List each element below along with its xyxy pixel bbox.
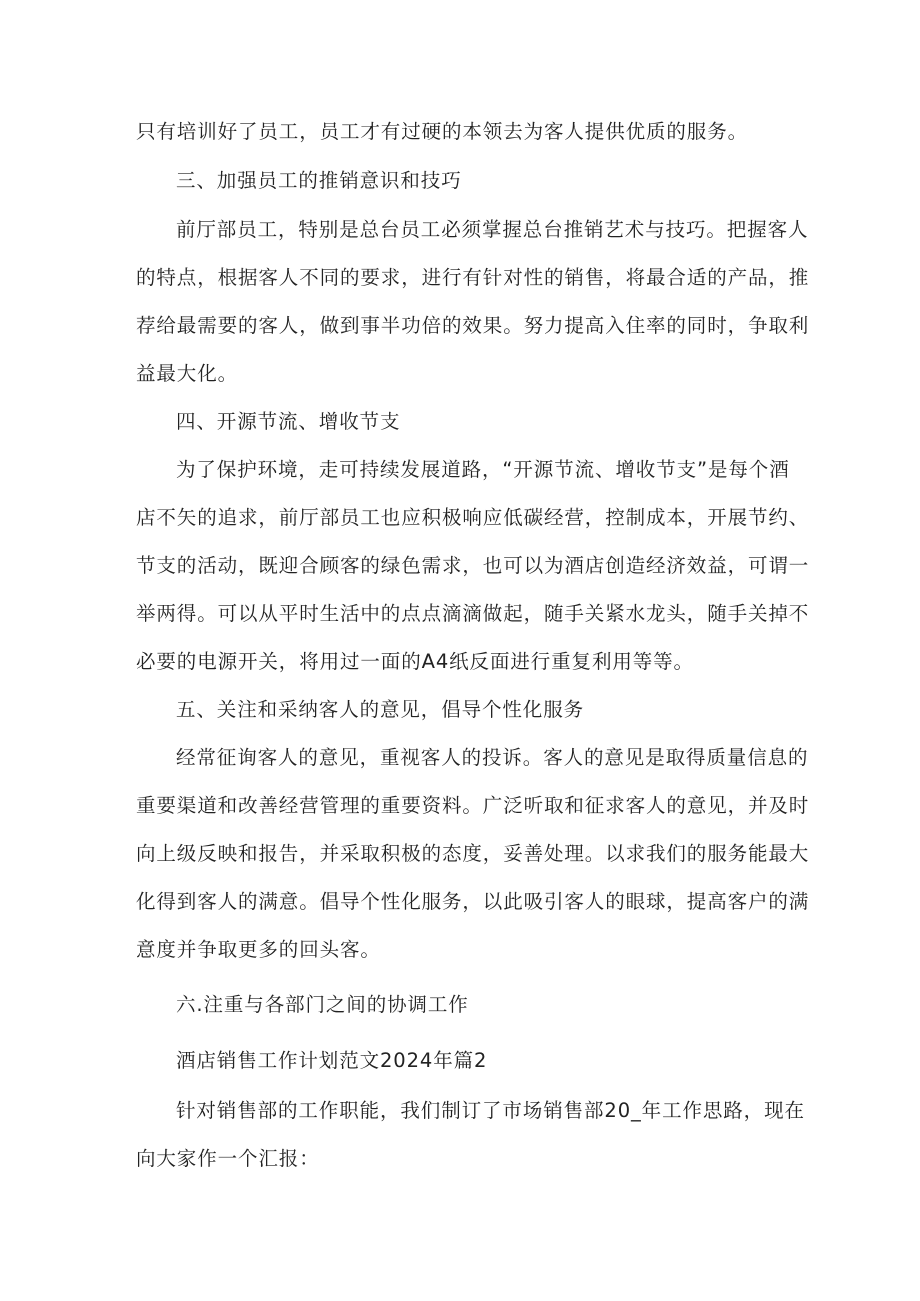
paragraph-line: 针对销售部的工作职能，我们制订了市场销售部20_年工作思路，现在	[176, 1099, 805, 1122]
section-heading-6: 六.注重与各部门之间的协调工作	[176, 993, 469, 1016]
paragraph-line: 只有培训好了员工，员工才有过硬的本领去为客人提供优质的服务。	[136, 120, 749, 143]
paragraph-line: 必要的电源开关，将用过一面的A4纸反面进行重复利用等等。	[136, 650, 694, 673]
paragraph-line: 经常征询客人的意见，重视客人的投诉。客人的意见是取得质量信息的	[176, 746, 809, 769]
paragraph-line: 举两得。可以从平时生活中的点点滴滴做起，随手关紧水龙头，随手关掉不	[136, 602, 810, 625]
paragraph-line: 重要渠道和改善经营管理的重要资料。广泛听取和征求客人的意见，并及时	[136, 794, 810, 817]
section-heading-3: 三、加强员工的推销意识和技巧	[176, 169, 462, 192]
paragraph-line: 店不矢的追求，前厅部员工也应积极响应低碳经营，控制成本，开展节约、	[136, 506, 810, 529]
paragraph-line: 化得到客人的满意。倡导个性化服务，以此吸引客人的眼球，提高客户的满	[136, 890, 810, 913]
section-heading-4: 四、开源节流、增收节支	[176, 410, 401, 433]
paragraph-line: 益最大化。	[136, 362, 239, 385]
paragraph-line: 节支的活动，既迎合顾客的绿色需求，也可以为酒店创造经济效益，可谓一	[136, 554, 810, 577]
article-subtitle: 酒店销售工作计划范文2024年篇2	[176, 1049, 488, 1072]
paragraph-line: 意度并争取更多的回头客。	[136, 938, 381, 961]
paragraph-line: 为了保护环境，走可持续发展道路，“开源节流、增收节支”是每个酒	[176, 458, 790, 481]
paragraph-line: 向大家作一个汇报：	[136, 1147, 320, 1170]
paragraph-line: 向上级反映和报告，并采取积极的态度，妥善处理。以求我们的服务能最大	[136, 842, 810, 865]
paragraph-line: 的特点，根据客人不同的要求，进行有针对性的销售，将最合适的产品，推	[136, 266, 810, 289]
section-heading-5: 五、关注和采纳客人的意见，倡导个性化服务	[176, 698, 585, 721]
paragraph-line: 荐给最需要的客人，做到事半功倍的效果。努力提高入住率的同时，争取利	[136, 314, 810, 337]
paragraph-line: 前厅部员工，特别是总台员工必须掌握总台推销艺术与技巧。把握客人	[176, 218, 809, 241]
